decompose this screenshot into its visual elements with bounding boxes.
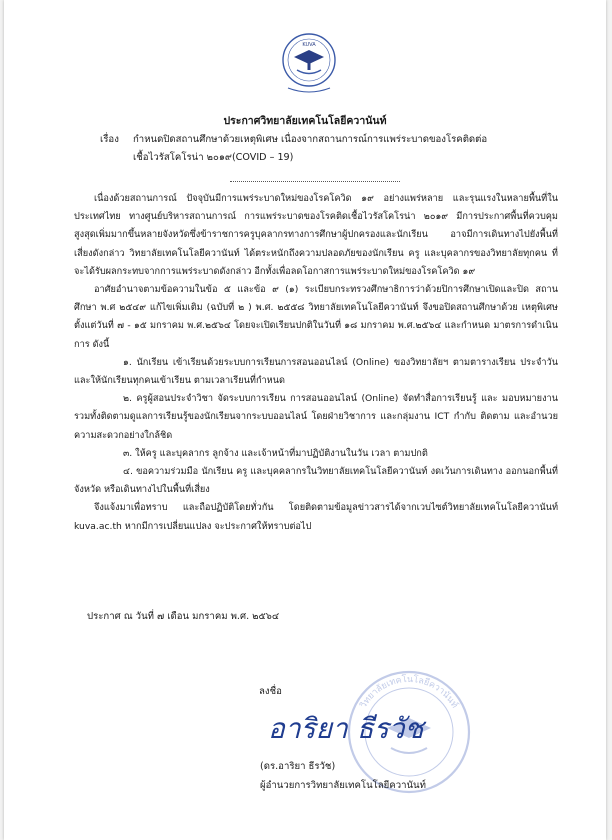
measure-3: ๓. ให้ครู และบุคลากร ลูกจ้าง และเจ้าหน้าที่มาปฏิบัติงานในวัน เวลา ตามปกติ bbox=[123, 447, 428, 459]
measure-2: ๒. ครูผู้สอนประจำวิชา จัดระบบการเรียน การสอนออนไลน์ (Online) จัดทำสื่อการเรียนรู้ และ มอบหมายงาน รวมทั้งติดตามดูแลการเรียนรู้ของนักเรียนจากระบบออนไลน์ โดยฝ่ายวิชาการ และกลุ่มงาน ICT กำกับ ติดตาม และอำนวยความสะดวกอย่างใกล้ชิด bbox=[74, 393, 558, 441]
paragraph-2: อาศัยอำนาจตามข้อความในข้อ ๕ และข้อ ๙ (๑) ระเบียบกระทรวงศึกษาธิการว่าด้วยปิการศึกษาเปิดและปิด สถานศึกษา พ.ศ ๒๕๔๙ แก้ไขเพิ่มเติม (ฉบับที่ ๒ ) พ.ศ. ๒๕๕๘ วิทยาลัยเทคโนโลยีควานันท์ จึงขอปิดสถานศึกษาด้วย เหตุพิเศษ ตั้งแต่วันที่ ๗ - ๑๕ มกราคม พ.ศ.๒๕๖๔ โดยจะเปิดเรียนปกติในวันที่ ๑๘ มกราคม พ.ศ.๒๕๖๔ และกำหนด มาตรการดำเนินการ ดังนี้ bbox=[74, 284, 558, 350]
signature-label: ลงชื่อ bbox=[259, 686, 282, 697]
signer-name: (ดร.อาริยา ธีรวัช) bbox=[260, 761, 336, 772]
subject-line-1: กำหนดปิดสถานศึกษาด้วยเหตุพิเศษ เนื่องจากสถานการณ์การแพร่ระบาดของโรคติดต่อ bbox=[133, 134, 488, 145]
svg-text:วิทยาลัยเทคโนโลยีควานันท์: วิทยาลัยเทคโนโลยีควานันท์ bbox=[358, 674, 460, 711]
svg-text:KUVA: KUVA bbox=[302, 42, 316, 48]
subject-line-2: เชื้อไวรัสโคโรน่า ๒๐๑๙(COVID – 19) bbox=[133, 152, 294, 163]
svg-text:อาริยา ธีรวัช: อาริยา ธีรวัช bbox=[268, 712, 424, 745]
paragraph-1: เนื่องด้วยสถานการณ์ ปัจจุบันมีการแพร่ระบาดใหม่ของโรคโควิด ๑๙ อย่างแพร่หลาย และรุนแรงในหลายพื้นที่ใน ประเทศไทย ทางศูนย์บริหารสถานการณ์ การแพร่ระบาดของโรคติดเชื้อไวรัสโคโรน่า ๒๐๑๙ มีการประกาศพื้นที่ควบคุม สูงสุดเพิ่มมากขึ้นหลายจังหวัดซึ่งข้าราชการครูบุคลากรทางการศึกษาผู้ปกครองและนักเรียน อาจมีการเดินทางไปยังพื้นที่ เสี่ยงดังกล่าว วิทยาลัยเทคโนโลยีควานันท์ ได้ตระหนักถึงความปลอดภัยของนักเรียน ครู และบุคลากรของวิทยาลัยทุกคน ที่จะได้รับผลกระทบจากการแพร่ระบาดดังกล่าว อีกทั้งเพื่อลดโอกาสการแพร่ระบาดใหม่ของโรคโควิด ๑๙ bbox=[74, 193, 558, 277]
document-page bbox=[4, 0, 606, 840]
subject-label: เรื่อง bbox=[100, 134, 119, 145]
subject-block bbox=[100, 131, 520, 167]
measure-4: ๔. ขอความร่วมมือ นักเรียน ครู และบุคคลากรในวิทยาลัยเทคโนโลยีควานันท์ งดเว้นการเดินทาง ออกนอกพื้นที่จังหวัด หรือเดินทางไปในพื้นที่เสี่ยง bbox=[74, 466, 558, 496]
measure-1: ๑. นักเรียน เข้าเรียนด้วยระบบการเรียนการสอนออนไลน์ (Online) ของวิทยาลัยฯ ตามตารางเรียน ประจำวันและให้นักเรียนทุกคนเข้าเรียน ตามเวลาเรียนที่กำหนด bbox=[74, 356, 558, 387]
college-logo bbox=[280, 30, 338, 96]
announcement-title: ประกาศวิทยาลัยเทคโนโลยีควานันท์ bbox=[223, 115, 387, 127]
handwritten-signature bbox=[264, 704, 454, 748]
paragraph-closing: จึงแจ้งมาเพื่อทราบ และถือปฏิบัติโดยทั่วกัน โดยติดตามข้อมูลข่าวสารได้จากเวบไซต์วิทยาลัยเทคโนโลยีควานันท์ kuva.ac.th หากมีการเปลี่ยนแปลง จะประกาศให้ทราบต่อไป bbox=[74, 502, 558, 532]
announcement-date: ประกาศ ณ วันที่ ๗ เดือน มกราคม พ.ศ. ๒๕๖๔ bbox=[87, 611, 280, 622]
announcement-body bbox=[74, 190, 558, 536]
divider bbox=[230, 181, 400, 182]
signer-position: ผู้อำนวยการวิทยาลัยเทคโนโลยีควานันท์ bbox=[260, 780, 426, 791]
